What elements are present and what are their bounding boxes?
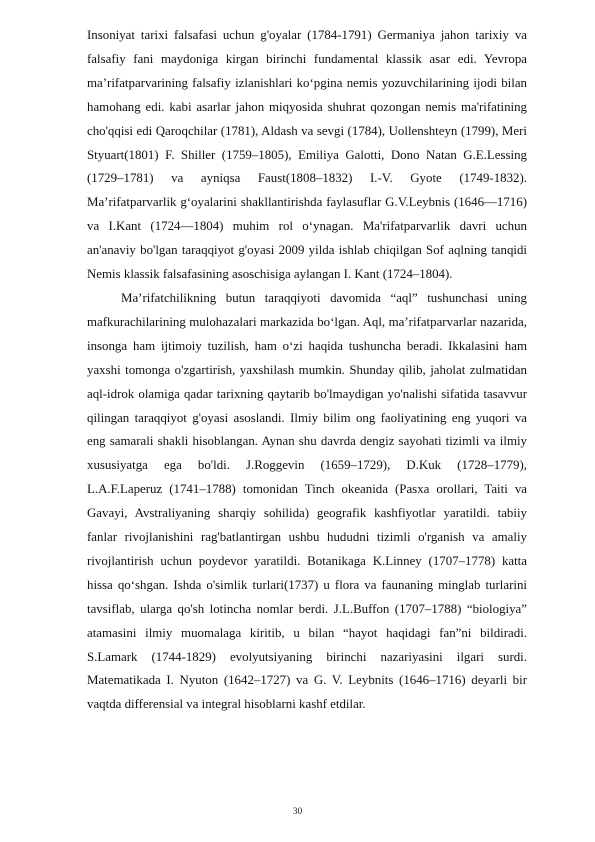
page-number: 30	[292, 807, 303, 817]
paragraph-1: Insoniyat tarixi falsafasi uchun g'oyalar (1784-1791) Germaniya jahon tarixiy va falsafiy fani maydoniga kirgan birinchi fundamental klassik asar edi. Yevropa ma’rifatparvarining falsafiy izlanishlari ko‘pgina nemis yozuvchilarining ijodi bilan hamohang edi. kabi asarlar jahon miqyosida shuhrat qozongan nemis ma'rifatining cho'qqisi edi Qaroqchilar (1781), Aldash va sevgi (1784), Uollenshteyn (1799), Meri Styuart(1801) F. Shiller (1759–1805), Emiliya Galotti, Dono Natan G.E.Lessing (1729–1781) va ayniqsa Faust(1808–1832) I.-V. Gyote (1749-1832). Ma’rifatparvarlik g‘oyalarini shakllantirishda faylasuflar G.V.Leybnis (1646—1716) va I.Kant (1724—1804) muhim rol o‘ynagan. Ma'rifatparvarlik davri uchun an'anaviy bo'lgan taraqqiyot g'oyasi 2009 yilda ishlab chiqilgan Sof aqlning tanqidi Nemis klassik falsafasining asoschisiga aylangan I. Kant (1724–1804).	[87, 28, 527, 282]
document-body	[87, 24, 527, 717]
paragraph-2: Ma’rifatchilikning butun taraqqiyoti davomida “aql” tushunchasi uning mafkurachilarining mulohazalari markazida bo‘lgan. Aql, ma’rifatparvarlar nazarida, insonga ham ijtimoiy tuzilish, ham o‘zi haqida tushuncha beradi. Ikkalasini ham yaxshi tomonga o'zgartirish, yaxshilash mumkin. Shunday qilib, jaholat zulmatidan aql-idrok olamiga qadar tarixning qaytarib bo'lmaydigan yo'nalishi sifatida tasavvur qilingan taraqqiyot g'oyasi asoslandi. Ilmiy bilim ong faoliyatining eng yuqori va eng samarali shakli hisoblangan. Aynan shu davrda dengiz sayohati tizimli va ilmiy xususiyatga ega bo'ldi. J.Roggevin (1659–1729), D.Kuk (1728–1779), L.A.F.Laperuz (1741–1788) tomonidan Tinch okeanida (Pasxa orollari, Taiti va Gavayi, Avstraliyaning sharqiy sohilida) geografik kashfiyotlar yaratildi. tabiiy fanlar rivojlanishini rag'batlantirgan ushbu hududni tizimli o'rganish va amaliy rivojlantirish uchun poydevor yaratildi. Botanikaga K.Linney (1707–1778) katta hissa qo‘shgan. Ishda o'simlik turlari(1737) u flora va faunaning minglab turlarini tavsiflab, ularga qo'sh lotincha nomlar berdi. J.L.Buffon (1707–1788) “biologiya” atamasini ilmiy muomalaga kiritib, u bilan “hayot haqidagi fan”ni bildiradi. S.Lamark (1744-1829) evolyutsiyaning birinchi nazariyasini ilgari surdi. Matematikada I. Nyuton (1642–1727) va G. V. Leybnits (1646–1716) deyarli bir vaqtda differensial va integral hisoblarni kashf etdilar.	[87, 290, 527, 712]
